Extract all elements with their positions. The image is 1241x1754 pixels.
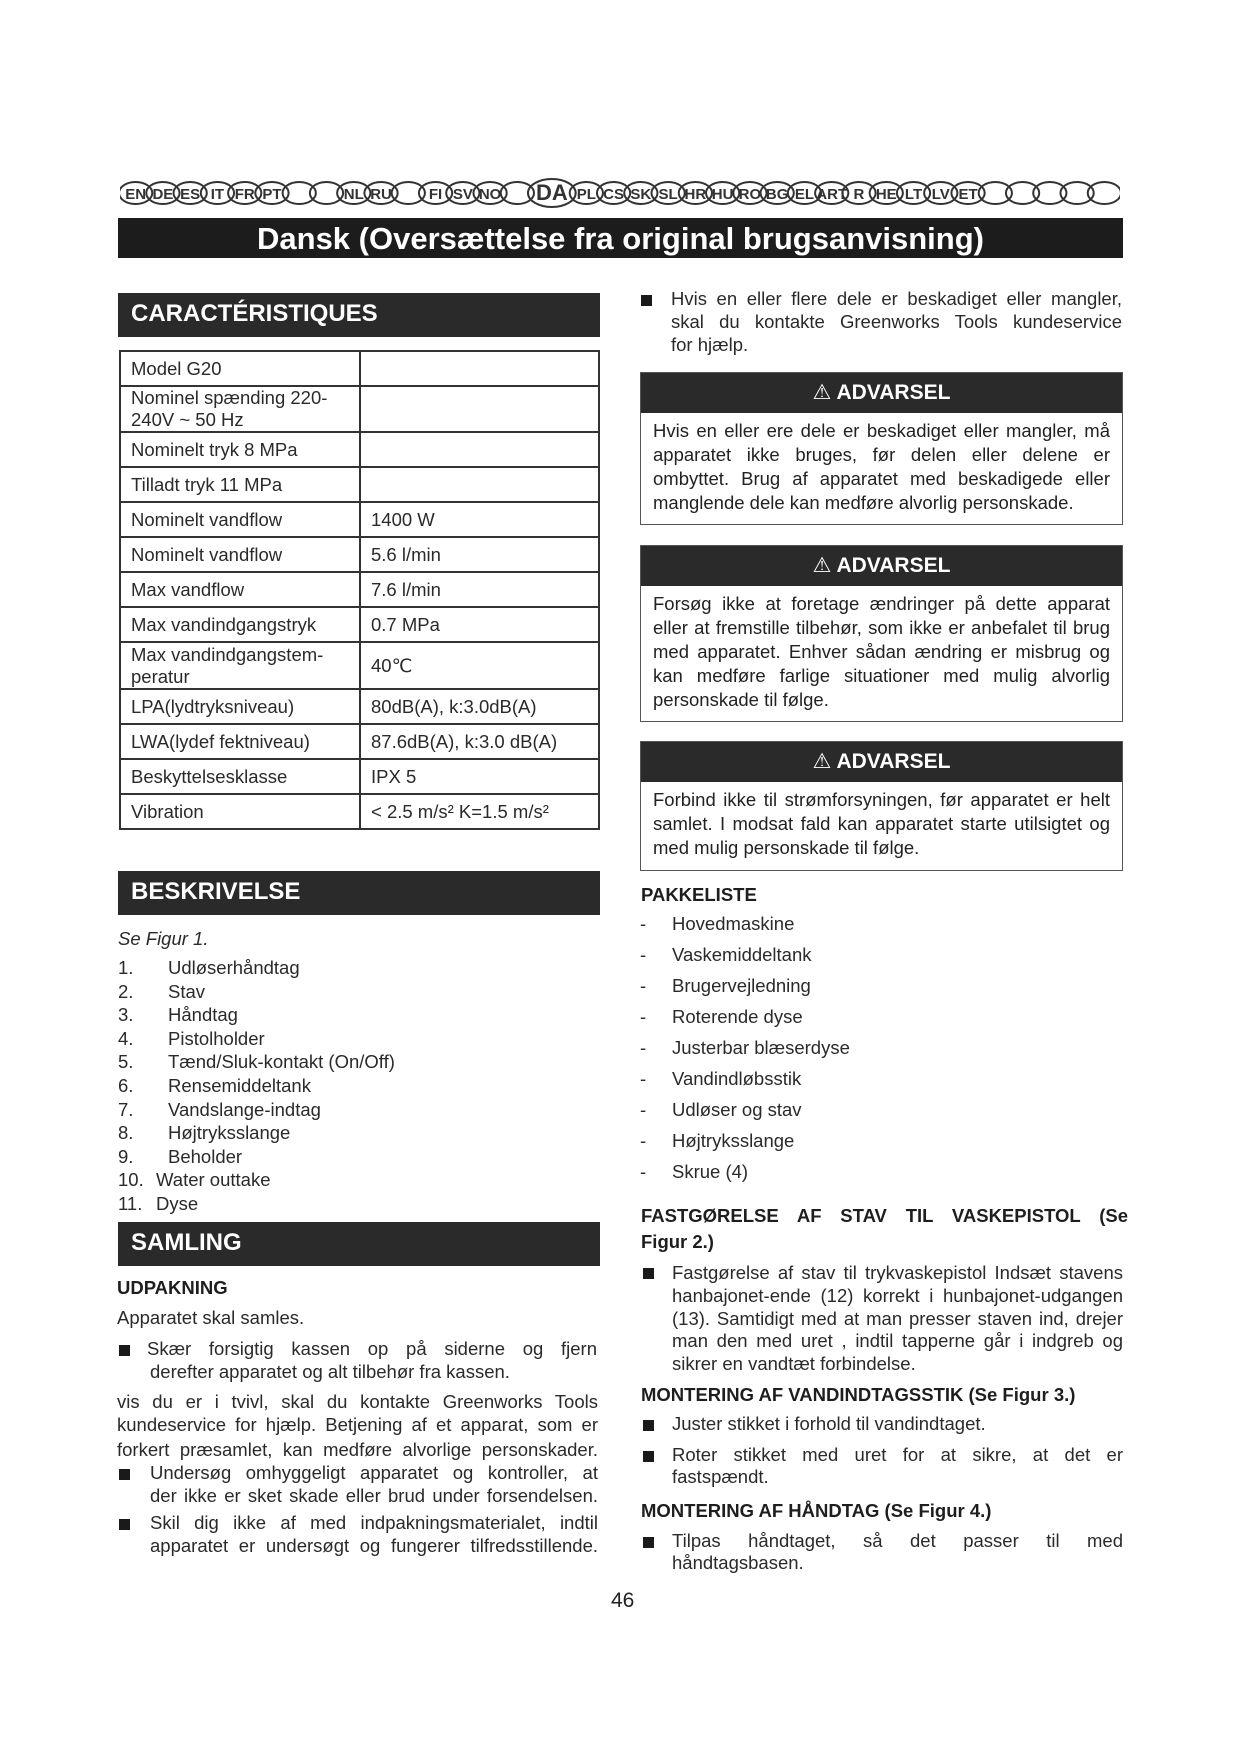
language-tab-label: SL <box>658 186 678 203</box>
warning-triangle-icon: ⚠ <box>812 381 832 404</box>
spec-row <box>120 502 599 537</box>
language-tab-label: PL <box>576 186 596 203</box>
warning-title: ADVARSEL <box>836 381 951 404</box>
spec-label: LPA(lydtryksniveau) <box>120 689 360 724</box>
spec-label: Max vandindgangstryk <box>120 607 360 642</box>
bullet-text: for hjælp. <box>671 334 749 355</box>
dash-bullet: - <box>640 1037 647 1058</box>
spec-label: Nominelt tryk 8 MPa <box>120 432 360 467</box>
language-tab-label: CS <box>603 186 625 203</box>
pakkeliste-heading: PAKKELISTE <box>641 884 757 905</box>
bullet-square <box>643 1268 654 1279</box>
list-item <box>118 1075 395 1099</box>
bullet-square <box>119 1345 130 1356</box>
spec-label: LWA(lydef fektniveau) <box>120 724 360 759</box>
list-item-text: Hovedmaskine <box>672 913 795 934</box>
list-item <box>118 957 395 981</box>
list-item <box>118 1051 395 1075</box>
dash-bullet: - <box>640 1099 647 1120</box>
list-item-text: Dyse <box>156 1192 199 1214</box>
dash-bullet: - <box>640 944 647 965</box>
warning-text: Forbind ikke til strømforsyningen, før apparatet er helt samlet. I modsat fald kan apparatet starte utilsigtet og med mulig personskade til følge. <box>653 789 1110 858</box>
language-tab-label: HR <box>684 186 707 203</box>
warning-title: ADVARSEL <box>836 554 951 577</box>
list-item-number: 11. <box>118 1192 143 1214</box>
bullet-text: Undersøg omhyggeligt apparatet og kontroller, at <box>150 1462 598 1483</box>
bullet-text: Fastgørelse af stav til trykvaskepistol Indsæt stavens hanbajonet-ende (12) korrekt i hunbajonet-udgangen (13). Samtidigt med at man presser staven ind, drejer man den med uret , indtil tapperne går i indgreb og sikrer en vandtæt forbindelse. <box>672 1262 1123 1375</box>
language-tab-label: SV <box>452 186 473 203</box>
language-tab-label: FR <box>234 186 255 203</box>
warning-header <box>641 546 1122 586</box>
bullet-square <box>641 295 652 306</box>
language-bar <box>120 178 1120 208</box>
list-item-text: Tænd/Sluk-kontakt (On/Off) <box>168 1051 395 1073</box>
spec-row <box>120 351 599 386</box>
list-item-text: Roterende dyse <box>672 1006 803 1027</box>
warning-title: ADVARSEL <box>836 750 951 773</box>
list-item-text: Vandslange-indtag <box>168 1098 321 1120</box>
bullet-text: Juster stikket i forhold til vandindtaget. <box>672 1413 986 1434</box>
bullet-square <box>643 1420 654 1431</box>
bullet-text: Roter stikket med uret for at sikre, at det er fastspændt. <box>672 1444 1123 1487</box>
list-item-number: 9. <box>118 1145 134 1167</box>
language-tab-label: ET <box>958 186 978 203</box>
spec-row <box>120 607 599 642</box>
spec-value: 7.6 l/min <box>360 572 599 607</box>
list-item <box>640 1037 850 1068</box>
warning-box <box>640 741 1123 871</box>
spec-value: IPX 5 <box>360 759 599 794</box>
list-item <box>118 1099 395 1123</box>
spec-value <box>360 467 599 502</box>
spec-table <box>119 350 600 830</box>
bullet-square <box>643 1451 654 1462</box>
spec-row <box>120 759 599 794</box>
udpakning-heading: UDPAKNING <box>117 1277 228 1298</box>
dash-bullet: - <box>640 975 647 996</box>
spec-label: Nominel spænding 220-240V ~ 50 Hz <box>120 386 360 432</box>
list-item-number: 10. <box>118 1169 144 1191</box>
language-tab-label: LT <box>904 186 923 203</box>
list-item-text: Højtryksslange <box>672 1130 795 1151</box>
list-item <box>118 981 395 1005</box>
warning-header <box>641 742 1122 782</box>
bullet-text: apparatet er undersøgt og fungerer tilfredsstillende. <box>150 1535 598 1556</box>
spec-value: < 2.5 m/s² K=1.5 m/s² <box>360 794 599 829</box>
spec-row <box>120 794 599 829</box>
montering-vand-heading: MONTERING AF VANDINDTAGSSTIK (Se Figur 3.) <box>641 1384 1076 1405</box>
udpakning-intro: Apparatet skal samles. <box>117 1307 305 1328</box>
list-item <box>640 1161 850 1192</box>
spec-label: Max vandflow <box>120 572 360 607</box>
list-item <box>118 1122 395 1146</box>
list-item-text: Pistolholder <box>168 1027 265 1049</box>
package-list <box>640 913 850 1192</box>
spec-label: Nominelt vandflow <box>120 502 360 537</box>
spec-value: 5.6 l/min <box>360 537 599 572</box>
see-figure-1: Se Figur 1. <box>118 928 209 949</box>
fastgorelse-heading: FASTGØRELSE AF STAV TIL VASKEPISTOL (Se <box>641 1205 1128 1226</box>
list-item-text: Beholder <box>168 1145 243 1167</box>
language-tab-label: DE <box>152 186 174 203</box>
list-item <box>640 1099 850 1130</box>
section-heading-beskrivelse: BESKRIVELSE <box>118 871 600 915</box>
spec-value: 87.6dB(A), k:3.0 dB(A) <box>360 724 599 759</box>
warning-header <box>641 373 1122 413</box>
spec-row <box>120 432 599 467</box>
list-item-text: Skrue (4) <box>672 1161 749 1182</box>
language-tab-blank <box>1088 182 1120 204</box>
list-item-text: Vandindløbsstik <box>672 1068 802 1089</box>
dash-bullet: - <box>640 1068 647 1089</box>
spec-row <box>120 467 599 502</box>
section-heading-samling: SAMLING <box>118 1222 600 1266</box>
spec-row <box>120 537 599 572</box>
list-item-text: Justerbar blæserdyse <box>672 1037 850 1058</box>
bullet-text: Tilpas håndtaget, så det passer til med håndtagsbasen. <box>672 1530 1123 1573</box>
language-tab-label: BG <box>765 186 789 203</box>
spec-row <box>120 724 599 759</box>
description-list <box>118 957 395 1217</box>
paragraph-line: forkert præsamlet, kan medføre alvorlige personskader. <box>117 1439 598 1460</box>
bullet-text: Skil dig ikke af med indpakningsmaterialet, indtil <box>150 1512 598 1533</box>
list-item-text: Håndtag <box>168 1004 238 1026</box>
spec-label: Tilladt tryk 11 MPa <box>120 467 360 502</box>
fastgorelse-heading-cont: Figur 2.) <box>641 1231 714 1252</box>
list-item-number: 2. <box>118 980 134 1002</box>
list-item <box>640 1006 850 1037</box>
dash-bullet: - <box>640 1006 647 1027</box>
warning-triangle-icon: ⚠ <box>812 554 832 577</box>
warning-triangle-icon: ⚠ <box>812 750 832 773</box>
list-item <box>118 1169 395 1193</box>
language-tab-label: EL <box>794 186 815 203</box>
spec-value: 40℃ <box>360 642 599 689</box>
spec-label: Model G20 <box>120 351 360 386</box>
list-item <box>640 1130 850 1161</box>
language-tab-label: LV <box>931 186 950 203</box>
dash-bullet: - <box>640 913 647 934</box>
list-item-number: 4. <box>118 1027 134 1049</box>
montering-handtag-heading: MONTERING AF HÅNDTAG (Se Figur 4.) <box>641 1500 992 1521</box>
language-tab-label: IT <box>210 186 225 203</box>
paragraph-line: kundeservice for hjælp. Betjening af et apparat, som er <box>117 1414 598 1435</box>
spec-row <box>120 689 599 724</box>
list-item-number: 6. <box>118 1074 134 1096</box>
bullet-text: Hvis en eller flere dele er beskadiget eller mangler, <box>671 288 1122 309</box>
language-tab-label: EN <box>125 186 147 203</box>
language-tab-label: RO <box>738 186 762 203</box>
list-item-number: 7. <box>118 1098 134 1120</box>
list-item-text: Stav <box>168 980 206 1002</box>
list-item-text: Højtryksslange <box>168 1122 291 1144</box>
bullet-text: skal du kontakte Greenworks Tools kundeservice <box>671 311 1122 332</box>
warning-text: Hvis en eller ere dele er beskadiget eller mangler, må apparatet ikke bruges, før delen eller delene er ombyttet. Brug af apparatet med beskadigede eller manglende dele kan medføre alvorlig personskade. <box>653 420 1110 513</box>
bullet-square <box>119 1469 130 1480</box>
list-item-number: 8. <box>118 1122 134 1144</box>
list-item-text: Vaskemiddeltank <box>672 944 812 965</box>
language-tab-label: HE <box>875 186 897 203</box>
language-tab-label: RU <box>370 186 392 203</box>
list-item <box>640 944 850 975</box>
language-tab-label: HU <box>711 186 734 203</box>
section-heading-caracteristiques: CARACTÉRISTIQUES <box>118 293 600 337</box>
language-tabs-graphic <box>120 178 1120 208</box>
list-item <box>118 1193 395 1217</box>
warning-text: Forsøg ikke at foretage ændringer på dette apparat eller at fremstille tilbehør, som ikke er anbefalet til brug med apparatet. Enhver sådan ændring er misbrug og kan medføre farlige situationer med mulig alvorlig personskade til følge. <box>653 593 1110 710</box>
dash-bullet: - <box>640 1161 647 1182</box>
language-tab-label: NO <box>478 186 502 203</box>
list-item-text: Udløserhåndtag <box>168 957 300 978</box>
bullet-text: Skær forsigtig kassen op på siderne og fjern <box>147 1338 597 1359</box>
list-item <box>640 1068 850 1099</box>
list-item <box>640 913 850 944</box>
list-item <box>118 1028 395 1052</box>
paragraph-line: vis du er i tvivl, skal du kontakte Greenworks Tools <box>117 1391 598 1412</box>
list-item-text: Water outtake <box>156 1169 271 1191</box>
language-tab-label: ES <box>180 186 201 203</box>
list-item-number: 3. <box>118 1004 134 1026</box>
list-item-text: Brugervejledning <box>672 975 811 996</box>
bullet-text: der ikke er sket skade eller brud under forsendelsen. <box>150 1485 598 1506</box>
language-tab-label: DA <box>535 180 568 205</box>
spec-label: Nominelt vandflow <box>120 537 360 572</box>
list-item-number: 5. <box>118 1051 134 1073</box>
warning-box <box>640 372 1123 525</box>
spec-value <box>360 386 599 432</box>
page-title: Dansk (Oversættelse fra original brugsanvisning) <box>118 218 1123 258</box>
bullet-text: derefter apparatet og alt tilbehør fra kassen. <box>150 1361 510 1382</box>
spec-row <box>120 642 599 689</box>
list-item <box>118 1004 395 1028</box>
dash-bullet: - <box>640 1130 647 1151</box>
language-tab-label: FI <box>428 186 443 203</box>
warning-box <box>640 545 1123 722</box>
language-tab-label: SK <box>630 186 652 203</box>
spec-value: 80dB(A), k:3.0dB(A) <box>360 689 599 724</box>
language-tab-label: NL <box>343 186 364 203</box>
language-tab-label: PT <box>262 186 282 203</box>
language-tab-label: ART <box>816 186 848 203</box>
list-item-text: Udløser og stav <box>672 1099 802 1120</box>
list-item <box>118 1146 395 1170</box>
spec-value: 0.7 MPa <box>360 607 599 642</box>
spec-value <box>360 351 599 386</box>
bullet-square <box>119 1519 130 1530</box>
list-item-text: Rensemiddeltank <box>168 1074 311 1096</box>
spec-label: Vibration <box>120 794 360 829</box>
spec-value: 1400 W <box>360 502 599 537</box>
spec-row <box>120 386 599 432</box>
list-item-number: 1. <box>118 957 134 978</box>
spec-row <box>120 572 599 607</box>
spec-value <box>360 432 599 467</box>
spec-label: Beskyttelsesklasse <box>120 759 360 794</box>
spec-label: Max vandindgangstem-peratur <box>120 642 360 689</box>
list-item <box>640 975 850 1006</box>
language-tab-label: R <box>853 186 865 203</box>
page-number: 46 <box>611 1589 635 1612</box>
bullet-square <box>643 1537 654 1548</box>
